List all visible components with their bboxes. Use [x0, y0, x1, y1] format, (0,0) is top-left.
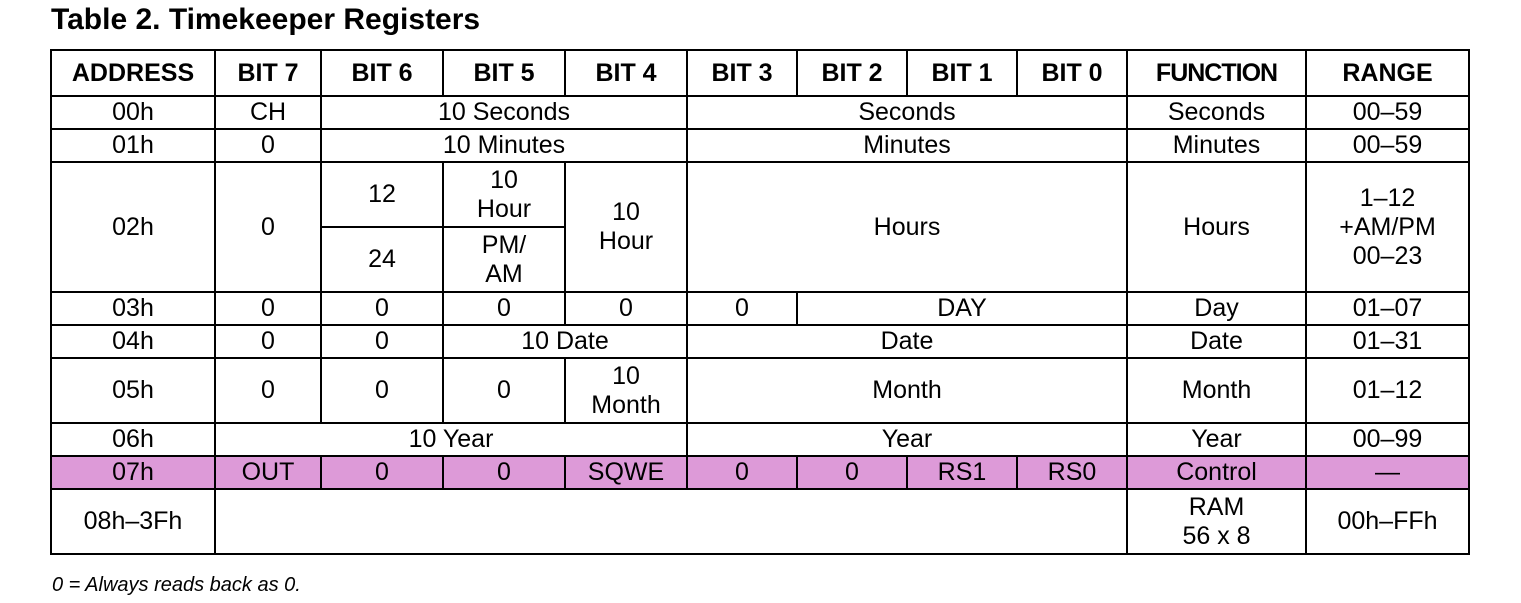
bit4-10-month-cell	[565, 358, 687, 423]
bit5-top-line2: Hour	[476, 194, 532, 223]
control-row	[51, 456, 1469, 489]
range-cell: 01–07	[1306, 292, 1469, 325]
function-cell: Day	[1127, 292, 1306, 325]
address-cell: 08h–3Fh	[51, 489, 215, 554]
header-bit2: BIT 2	[797, 50, 907, 96]
header-bit3: BIT 3	[687, 50, 797, 96]
bit5-top-line1: 10	[490, 165, 518, 194]
bits2-0-cell: DAY	[797, 292, 1127, 325]
bit7-cell: OUT	[215, 456, 321, 489]
table-row	[51, 358, 1469, 423]
header-bit0: BIT 0	[1017, 50, 1127, 96]
bit7-cell: 0	[215, 292, 321, 325]
bit5-pm-am-cell	[443, 227, 565, 292]
bit0-cell: RS0	[1017, 456, 1127, 489]
bit4-line2: Hour	[598, 227, 654, 255]
address-cell: 01h	[51, 129, 215, 162]
bits7-4-cell: 10 Year	[215, 423, 687, 456]
bit7-cell: CH	[215, 96, 321, 129]
range-line2: +AM/PM	[1339, 212, 1436, 241]
bit6-cell: 0	[321, 292, 443, 325]
address-cell: 07h	[51, 456, 215, 489]
function-line2: 56 x 8	[1182, 521, 1251, 550]
function-cell: Seconds	[1127, 96, 1306, 129]
range-cell: 00–99	[1306, 423, 1469, 456]
bit5-bottom-line2: AM	[485, 259, 523, 288]
function-cell: Hours	[1127, 162, 1306, 292]
range-cell: 01–12	[1306, 358, 1469, 423]
bits3-0-cell: Minutes	[687, 129, 1127, 162]
header-function: FUNCTION	[1127, 50, 1306, 96]
bits6-4-cell: 10 Seconds	[321, 96, 687, 129]
bit1-cell: RS1	[907, 456, 1017, 489]
header-address: ADDRESS	[51, 50, 215, 96]
range-cell: 01–31	[1306, 325, 1469, 358]
bit4-10-hour-cell	[565, 162, 687, 292]
bit3-cell: 0	[687, 292, 797, 325]
table-title: Table 2. Timekeeper Registers	[51, 3, 481, 36]
range-line3: 00–23	[1352, 241, 1423, 270]
bit6-24-hour-cell: 24	[321, 227, 443, 292]
bits3-0-cell: Year	[687, 423, 1127, 456]
address-cell: 00h	[51, 96, 215, 129]
table-row	[51, 325, 1469, 358]
address-cell: 02h	[51, 162, 215, 292]
header-row	[51, 50, 1469, 96]
range-cell: 00h–FFh	[1306, 489, 1469, 554]
range-cell	[1306, 162, 1469, 292]
timekeeper-registers-table	[50, 49, 1470, 555]
range-cell: 00–59	[1306, 129, 1469, 162]
bit2-cell: 0	[797, 456, 907, 489]
function-cell: Month	[1127, 358, 1306, 423]
range-cell: —	[1306, 456, 1469, 489]
bits5-4-cell: 10 Date	[443, 325, 687, 358]
bit6-12-hour-cell: 12	[321, 162, 443, 227]
table-row	[51, 489, 1469, 554]
range-cell: 00–59	[1306, 96, 1469, 129]
function-cell: Minutes	[1127, 129, 1306, 162]
bit4-cell: SQWE	[565, 456, 687, 489]
bits3-0-cell: Seconds	[687, 96, 1127, 129]
range-line1: 1–12	[1359, 183, 1416, 212]
table-row	[51, 292, 1469, 325]
bit6-cell: 0	[321, 325, 443, 358]
function-line1: RAM	[1188, 492, 1245, 521]
address-cell: 05h	[51, 358, 215, 423]
address-cell: 03h	[51, 292, 215, 325]
bits6-4-cell: 10 Minutes	[321, 129, 687, 162]
header-bit4: BIT 4	[565, 50, 687, 96]
bits3-0-cell: Month	[687, 358, 1127, 423]
function-cell: Control	[1127, 456, 1306, 489]
bit4-line1: 10	[612, 361, 640, 390]
bit6-cell: 0	[321, 358, 443, 423]
header-bit7: BIT 7	[215, 50, 321, 96]
bit4-cell: 0	[565, 292, 687, 325]
bit5-cell: 0	[443, 358, 565, 423]
bit5-bottom-line1: PM/	[481, 230, 527, 259]
table-row	[51, 423, 1469, 456]
bits3-0-cell: Date	[687, 325, 1127, 358]
bit3-cell: 0	[687, 456, 797, 489]
table-row	[51, 96, 1469, 129]
address-cell: 04h	[51, 325, 215, 358]
footnote: 0 = Always reads back as 0.	[52, 574, 301, 596]
header-range: RANGE	[1306, 50, 1469, 96]
bit7-cell: 0	[215, 325, 321, 358]
ram-bits-cell	[215, 489, 1127, 554]
function-cell: Year	[1127, 423, 1306, 456]
bit5-10-hour-cell	[443, 162, 565, 227]
header-bit5: BIT 5	[443, 50, 565, 96]
bit6-cell: 0	[321, 456, 443, 489]
function-cell	[1127, 489, 1306, 554]
bit7-cell: 0	[215, 129, 321, 162]
bit5-cell: 0	[443, 292, 565, 325]
bit4-line2: Month	[591, 390, 661, 419]
bit7-cell: 0	[215, 358, 321, 423]
function-cell: Date	[1127, 325, 1306, 358]
header-bit1: BIT 1	[907, 50, 1017, 96]
bit7-cell: 0	[215, 162, 321, 292]
address-cell: 06h	[51, 423, 215, 456]
table-row	[51, 162, 1469, 227]
table-row	[51, 129, 1469, 162]
bit5-cell: 0	[443, 456, 565, 489]
header-bit6: BIT 6	[321, 50, 443, 96]
bits3-0-cell: Hours	[687, 162, 1127, 292]
bit4-line1: 10	[612, 198, 640, 226]
